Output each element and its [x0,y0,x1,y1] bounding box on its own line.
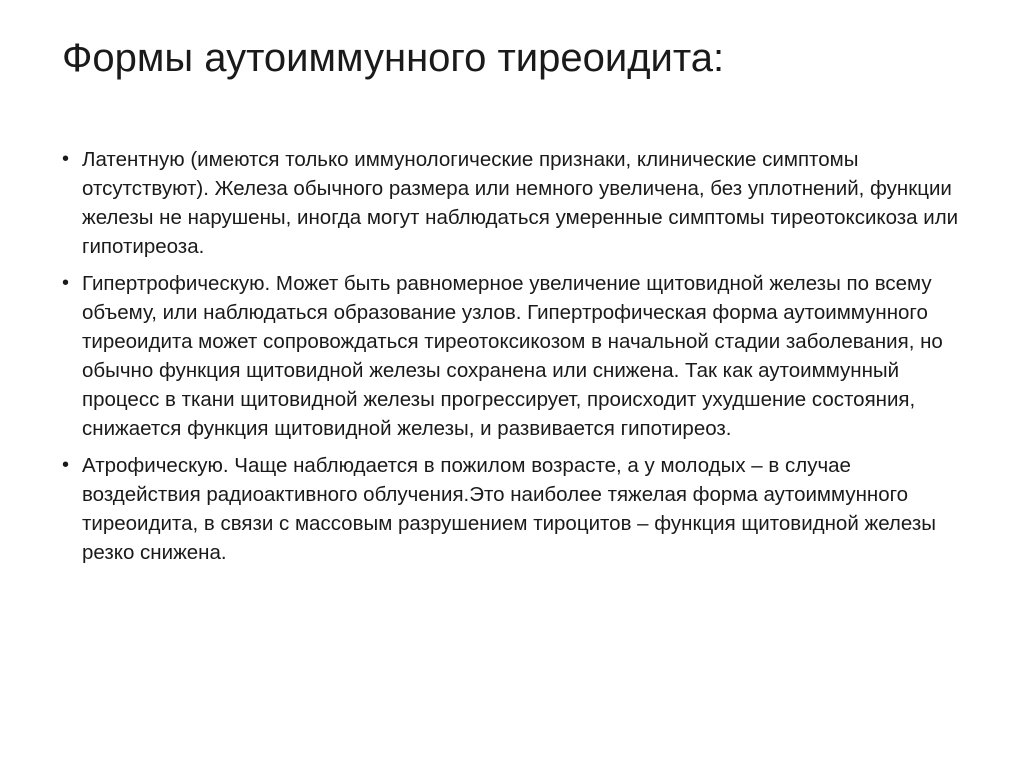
bullet-text: Латентную (имеются только иммунологические признаки, клинические симптомы отсутствуют). Железа обычного размера или немного увеличена, без уплотнений, функции железы не нарушены, иногда могут наблюдаться умеренные симптомы тиреотоксикоза или гипотиреоза. [82,148,959,258]
bullet-item-atrophic [62,451,962,567]
bullet-item-hypertrophic [62,269,962,443]
bullet-text: Гипертрофическую. Может быть равномерное увеличение щитовидной железы по всему объему, или наблюдаться образование узлов. Гипертрофическая форма аутоиммунного тиреоидита может сопровождаться тиреотоксикозом в начальной стадии заболевания, но обычно функция щитовидной железы сохранена или снижена. Так как аутоиммунный процесс в ткани щитовидной железы прогрессирует, происходит ухудшение состояния, снижается функция щитовидной железы, и развивается гипотиреоз. [82,272,943,440]
bullet-marker: • [62,272,70,294]
bullet-marker: • [62,148,70,170]
bullet-list [62,145,962,575]
bullet-item-latent [62,145,962,261]
slide-title: Формы аутоиммунного тиреоидита: [62,36,725,80]
bullet-marker: • [62,454,70,476]
bullet-text: Атрофическую. Чаще наблюдается в пожилом возрасте, а у молодых – в случае воздействия радиоактивного облучения.Это наиболее тяжелая форма аутоиммунного тиреоидита, в связи с массовым разрушением тироцитов – функция щитовидной железы резко снижена. [82,454,936,564]
